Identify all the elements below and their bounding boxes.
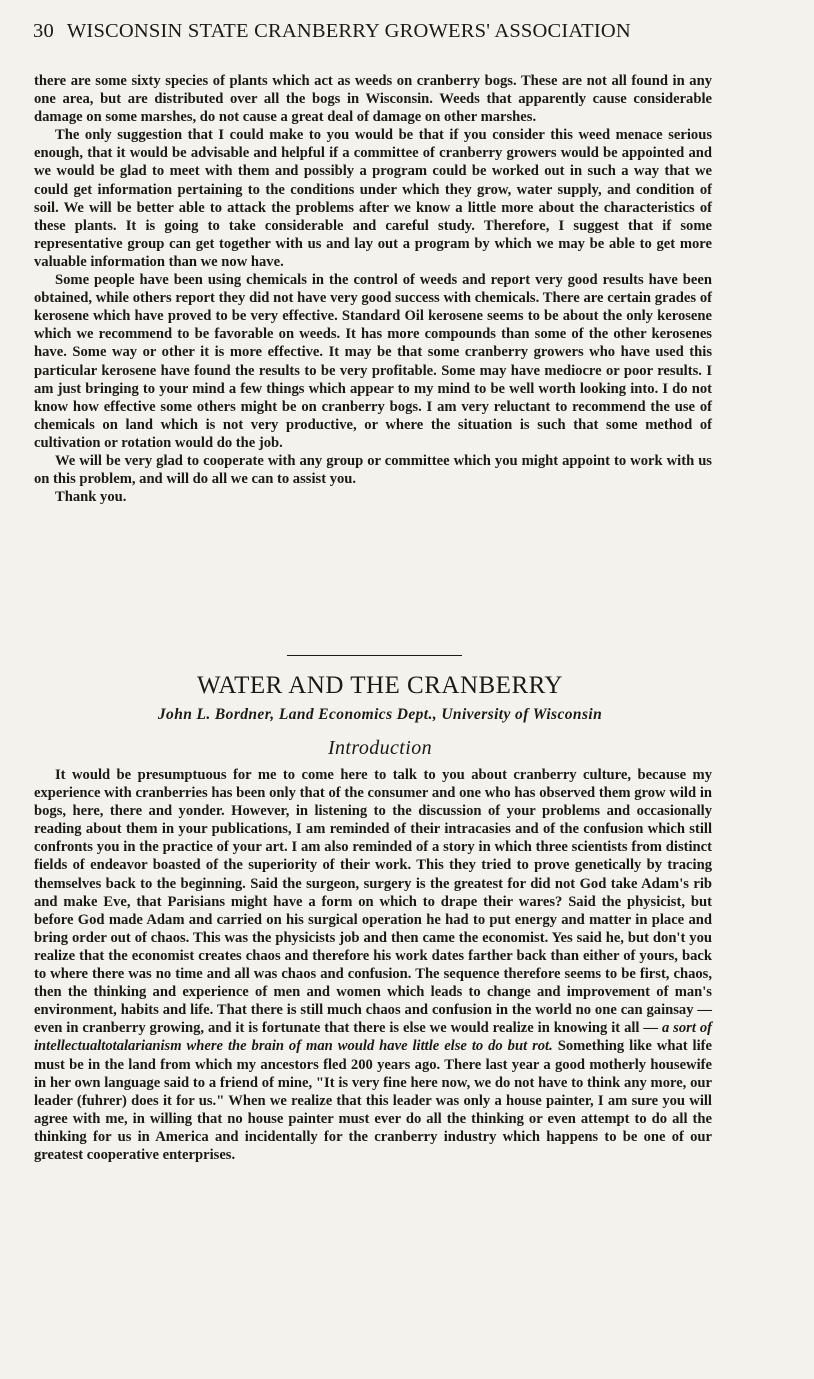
section-divider: [287, 655, 462, 656]
paragraph: [34, 766, 712, 1164]
previous-article-text: [34, 72, 712, 506]
paragraph: there are some sixty species of plants which act as weeds on cranberry bogs. These are not all found in any one area, but are distributed over all the bogs in Wisconsin. Weeds that apparently cause considerable damage on some marshes, do not cause a great deal of damage on other marshes.: [34, 73, 712, 126]
intro-text-part-1: It would be presumptuous for me to come here to talk to you about cranberry culture, because my experience with cranberries has been only that of the consumer and one who has observed them grow wild in bogs, here, there and yonder. However, in listening to the discussion of your problems and occasionally reading about them in your publications, I am reminded of their intracasies and of the confusion which still confronts you in the practice of your art. I am also reminded of a story in which three scientists from distinct fields of endeavor boasted of the superiority of their work. This they tried to prove genetically by tracing themselves back to the beginning. Said the surgeon, surgery is the greatest for did not God take Adam's rib and make Eve, that Parisians might have a form on which to drape their wares? Said the physicist, but before God made Adam and carried on his surgical operation he had to put energy and matter in place and bring order out of chaos. This was the physicists job and then came the economist. Yes said he, but don't you realize that the economist creates chaos and therefore his work dates farther back than either of yours, back to where there was no time and all was chaos and confusion. The sequence therefore seems to be first, chaos, then the thinking and experience of men and women which leads to change and improvement of man's environment, habits and life. That there is still much chaos and confusion in the world no one can gainsay — even in cranberry growing, and it is fortunate that there is else we would realize in knowing it all —: [34, 767, 712, 1037]
paragraph: The only suggestion that I could make to you would be that if you consider this weed menace serious enough, that it would be advisable and helpful if a committee of cranberry growers would be appointed and we would be glad to meet with them and possibly a program could be worked out in such a way that we could get information pertaining to the conditions under which they grow, water supply, and condition of soil. We will be better able to attack the problems after we know a little more about the characteristics of these plants. It is going to take considerable and careful study. Therefore, I suggest that if some representative group can get together with us and lay out a program by which we may be able to get more valuable information than we now have.: [34, 127, 712, 270]
page-number: 30: [33, 20, 54, 42]
paragraph: We will be very glad to cooperate with any group or committee which you might appoint to work with us on this problem, and will do all we can to assist you.: [34, 452, 712, 488]
article-byline: John L. Bordner, Land Economics Dept., University of Wisconsin: [157, 706, 603, 723]
introduction-text: [34, 766, 712, 1164]
running-title: WISCONSIN STATE CRANBERRY GROWERS' ASSOCIATION: [66, 20, 631, 42]
intro-italic-phrase: a sort of intellectualtotalarianism where the brain of man would have little else to do but rot.: [34, 1020, 712, 1055]
paragraph: Some people have been using chemicals in the control of weeds and report very good results have been obtained, while others report they did not have very good success with chemicals. There are certain grades of kerosene which have proved to be very effective. Standard Oil kerosene seems to be about the only kerosene which we recommend to be favorable on weeds. It has more compounds than some of the other kerosenes have. Some way or other it is more effective. It may be that some cranberry growers who have used this particular kerosene have found the results to be very profitable. Some may have mediocre or poor results. I am just bringing to your mind a few things which appear to my mind to be well worth looking into. I do not know how effective some others might be on cranberry bogs. I am very reluctant to recommend the use of chemicals on land which is not very productive, or where the situation is such that some method of cultivation or rotation would do the job.: [34, 272, 712, 451]
intro-text-part-2: Something like what life must be in the land from which my ancestors fled 200 years ago. There last year a good motherly housewife in her own language said to a friend of mine, "It is very fine here now, we do not have to think any more, our leader (fuhrer) does it for us." When we realize that this leader was only a house painter, I am sure you will agree with me, in willing that no house painter must ever do all the thinking or even attempt to do all the thinking for us in America and incidentally for the cranberry industry which happens to be one of our greatest cooperative enterprises.: [34, 1038, 712, 1163]
section-heading: Introduction: [327, 737, 433, 759]
running-header: [33, 20, 631, 43]
paragraph-closing: Thank you.: [55, 489, 127, 506]
article-title: WATER AND THE CRANBERRY: [197, 672, 563, 699]
